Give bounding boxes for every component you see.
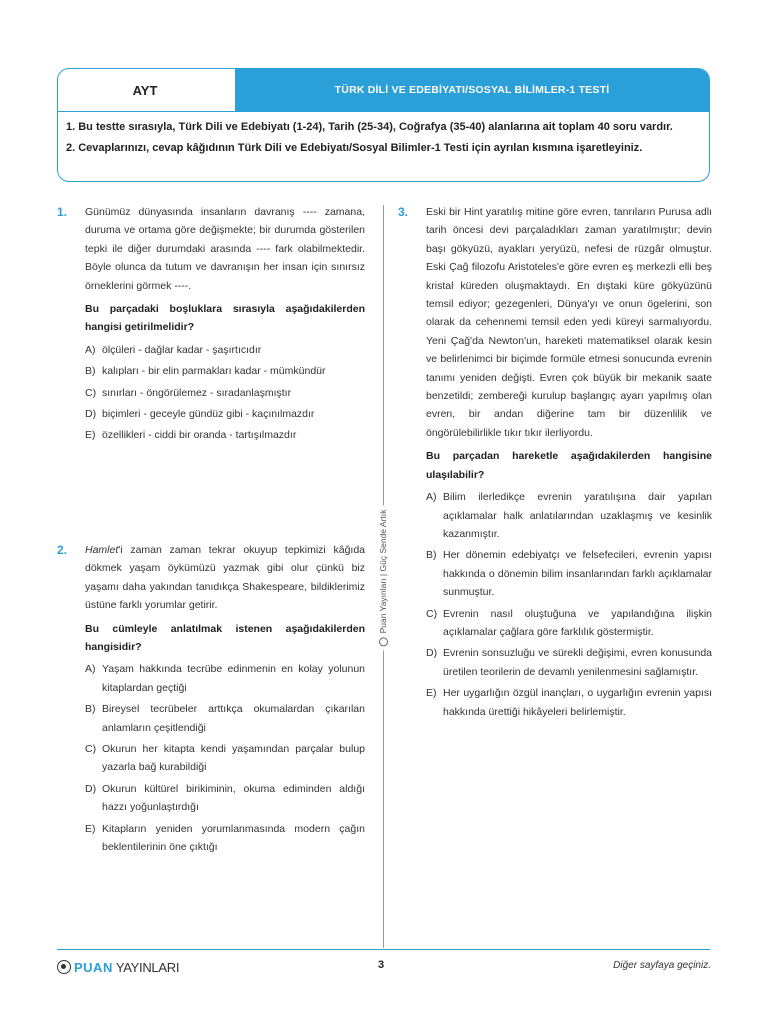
option-text: Evrenin nasıl oluştuğuna ve yapılandığına ilişkin açıklamalar çağlara göre farklılık göstermiştir. <box>443 607 712 638</box>
next-page-note: Diğer sayfaya geçiniz. <box>613 960 711 971</box>
publisher-logo <box>57 959 179 975</box>
option-e[interactable] <box>85 426 365 444</box>
option-text: kalıpları - bir elin parmakları kadar - mümkündür <box>102 365 326 378</box>
option-c[interactable] <box>85 740 365 777</box>
option-e[interactable] <box>426 684 712 721</box>
option-text: Okurun kültürel birikiminin, okuma ediminden aldığı hazzı yoğunlaştırdığı <box>102 782 365 814</box>
option-text: özellikleri - ciddi bir oranda - tartışılmazdır <box>102 429 297 442</box>
option-text: sınırları - öngörülemez - sıradanlaşmıştır <box>102 386 292 399</box>
logo-bold-text: PUAN <box>74 959 113 975</box>
option-b[interactable] <box>85 700 365 737</box>
side-text-label: Puan Yayınları | Güç Sende Artık <box>378 509 388 634</box>
option-letter: C) <box>85 742 97 755</box>
option-letter: C) <box>426 607 438 620</box>
publisher-logo-icon <box>379 637 388 646</box>
options-list <box>426 488 712 721</box>
work-title: Hamlet <box>85 543 119 556</box>
option-d[interactable] <box>426 644 712 681</box>
option-c[interactable] <box>85 384 365 402</box>
option-letter: B) <box>85 365 96 378</box>
question-3 <box>398 203 712 721</box>
logo-regular-text: YAYINLARI <box>115 959 180 975</box>
option-letter: D) <box>426 647 438 660</box>
option-letter: A) <box>426 491 437 504</box>
option-letter: A) <box>85 343 96 356</box>
question-1 <box>57 203 365 445</box>
option-text: Yaşam hakkında tecrübe edinmenin en kolay yolunun kitaplardan geçtiği <box>102 663 365 694</box>
option-b[interactable] <box>426 546 712 601</box>
option-text: Her dönemin edebiyatçı ve felsefecileri, evrenin yapısı hakkında o dönemin bilim insanlarından farklı açıklamalar sunmuştur. <box>443 549 712 599</box>
page-number: 3 <box>378 959 385 971</box>
option-text: ölçüleri - dağlar kadar - şaşırtıcıdır <box>102 343 262 356</box>
question-stem: Bu parçadan hareketle aşağıdakilerden hangisine ulaşılabilir? <box>426 450 712 481</box>
instruction-1: 1. Bu testte sırasıyla, Türk Dili ve Edebiyatı (1-24), Tarih (25-34), Coğrafya (35-40) alanlarına ait toplam 40 soru vardır. <box>66 121 673 133</box>
option-letter: D) <box>85 782 97 795</box>
instruction-2: 2. Cevaplarınızı, cevap kâğıdının Türk Dili ve Edebiyatı/Sosyal Bilimler-1 Testi için ayrılan kısmına işaretleyiniz. <box>66 142 643 154</box>
exam-code: AYT <box>132 82 158 98</box>
left-column <box>57 203 365 859</box>
question-stem: Bu cümleyle anlatılmak istenen aşağıdakilerden hangisidir? <box>85 622 365 653</box>
question-stem: Bu parçadaki boşluklara sırasıyla aşağıdakilerden hangisi getirilmelidir? <box>85 303 365 334</box>
instructions-box <box>57 112 710 182</box>
option-text: Bilim ilerledikçe evrenin yaratılışına dair yapılan açıklamalar halk anlatılarından uzaklaşmış ve kesinlik kazanmıştır. <box>443 491 712 540</box>
option-d[interactable] <box>85 405 365 423</box>
publisher-side-text <box>378 506 388 651</box>
option-letter: A) <box>85 663 96 676</box>
option-text: Her uygarlığın özgül inançları, o uygarlığın evrenin yapısı hakkında ürettiği hikâyeleri belirlemiştir. <box>443 687 712 718</box>
question-number: 3. <box>398 205 409 219</box>
question-text: Günümüz dünyasında insanların davranış ---- zamana, duruma ve ortama göre değişmekte; bir durumda gösterilen tepki ile diğer durumdaki arasında ---- fark olabilmektedir. Böyle olunca da tutum ve davranışın her insan için sınırsız örneklerini görmek ----. <box>85 206 365 292</box>
option-d[interactable] <box>85 780 365 817</box>
logo-mark-icon <box>57 960 71 974</box>
question-2 <box>57 541 365 857</box>
option-a[interactable] <box>85 341 365 359</box>
option-b[interactable] <box>85 362 365 380</box>
question-text <box>85 541 365 615</box>
test-title: TÜRK DİLİ VE EDEBİYATI/SOSYAL BİLİMLER-1 TESTİ <box>235 69 709 111</box>
option-letter: C) <box>85 386 97 399</box>
option-letter: E) <box>85 429 96 442</box>
question-text-body: 'i zaman zaman tekrar okuyup tepkimizi kâğıda dökmek yaşam öykümüzü yazmak gibi olur çünkü biz yaşamı daha yakından tanıdıkça Shakespeare, bildiklerimiz üstüne farklı yorumlar getirir. <box>85 543 365 612</box>
option-text: Kitapların yeniden yorumlanmasında modern çağın beklentilerinin öne çıktığı <box>102 822 365 853</box>
options-list <box>85 660 365 856</box>
option-letter: D) <box>85 408 97 421</box>
test-header <box>57 68 710 112</box>
option-letter: B) <box>426 549 437 562</box>
option-letter: B) <box>85 703 96 716</box>
right-column <box>398 203 712 724</box>
option-a[interactable] <box>426 488 712 543</box>
footer-divider <box>57 949 710 950</box>
option-text: biçimleri - geceyle gündüz gibi - kaçınılmazdır <box>102 408 315 421</box>
option-text: Evrenin sonsuzluğu ve sürekli değişimi, evren konusunda üretilen teorilerin de devamlı yenilenmesini sağlamıştır. <box>443 647 712 678</box>
question-text: Eski bir Hint yaratılış mitine göre evren, tanrıların Purusa adlı tarih öncesi devi parçaladıkları zaman yaratılmıştır; devin başı gökyüzü, ayakları yeryüzü, nefesi de rüzgâr olmuştur. Eski Çağ filozofu Aristoteles'e göre evren eş merkezli elli beş kristal küreden oluşmaktaydı. En dıştaki küre gökyüzünü temsil ediyor; gezegenleri, Dünya'yı ve onun ögelerini, son olarak da cehennemi temsil eden yedi küreyi sarmalıyordu. Yeni Çağ'da Newton'un, hareketi matematiksel olarak kesin ve belirlenimci bir biçimde formüle etmesi sonucunda evrenin tanımı yeniden değişti. Evren çok büyük bir mekanik saate benzetildi; zembereği kurulup başlangıç ayarı yapılmış olan evren, bir andan diğerine tam bir düzenlilik ve öngörülebilirlikle tıkır tıkır ilerliyordu. <box>426 206 712 439</box>
option-letter: E) <box>426 687 437 700</box>
option-letter: E) <box>85 822 96 835</box>
question-number: 2. <box>57 542 68 557</box>
question-number: 1. <box>57 205 68 219</box>
option-text: Okurun her kitapta kendi yaşamından parçalar bulup yazarla bağ kurabildiği <box>102 742 365 774</box>
option-text: Bireysel tecrübeler arttıkça okumalardan çıkarılan anlamların çeşitlendiği <box>102 703 365 734</box>
option-e[interactable] <box>85 820 365 857</box>
option-a[interactable] <box>85 660 365 697</box>
options-list <box>85 341 365 445</box>
option-c[interactable] <box>426 605 712 642</box>
